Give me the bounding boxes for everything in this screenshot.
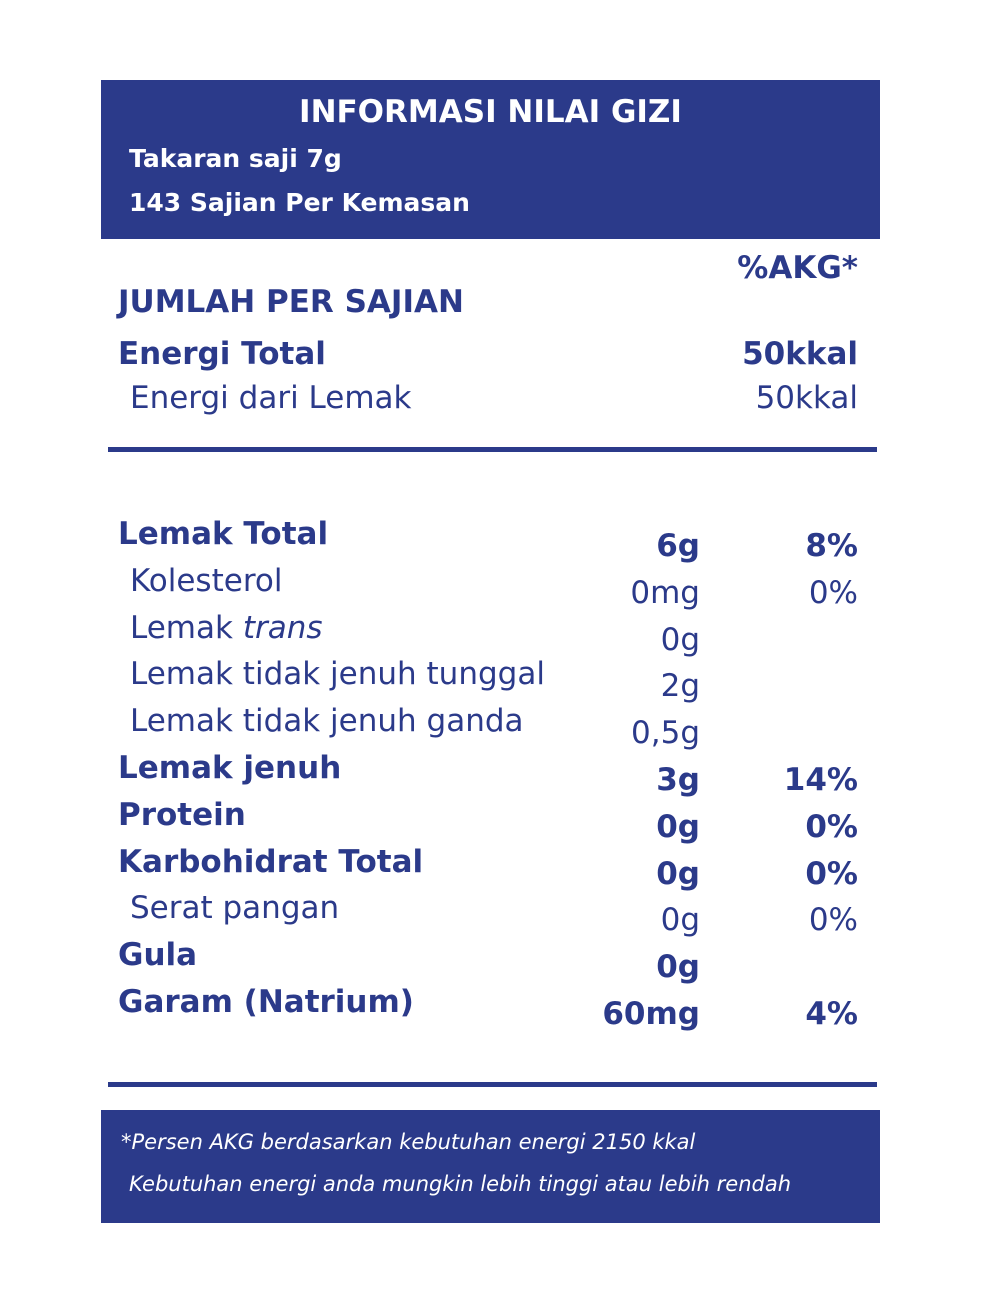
nutrient-amount: 2g — [660, 668, 700, 705]
header-box — [101, 80, 880, 239]
nutrient-name-text: Gula — [118, 937, 198, 974]
nutrient-akg: 0% — [805, 808, 858, 845]
nutrient-name-italic: trans — [242, 609, 323, 646]
divider-top — [108, 447, 877, 452]
nutrient-amount: 0g — [656, 855, 700, 892]
nutrient-name-text: Lemak — [130, 609, 243, 646]
nutrient-amount: 60mg — [602, 996, 700, 1032]
nutrient-row — [0, 563, 984, 609]
nutrient-amount: 0g — [660, 902, 700, 939]
nutrient-name — [130, 610, 323, 646]
nutrient-row — [0, 610, 984, 656]
nutrient-row — [0, 516, 984, 562]
nutrient-name-text: Lemak Total — [118, 516, 329, 552]
nutrient-amount: 6g — [656, 528, 700, 564]
nutrient-name-text: Lemak tidak jenuh ganda — [130, 703, 524, 740]
nutrient-amount: 0g — [660, 621, 700, 658]
nutrient-amount: 0g — [656, 808, 700, 845]
footer-box — [101, 1110, 880, 1223]
nutrient-name-text: Protein — [118, 796, 246, 833]
energy-fat-value: 50kkal — [755, 380, 858, 416]
nutrient-name-text: Kolesterol — [130, 562, 283, 599]
nutrient-name-text: Lemak tidak jenuh tunggal — [130, 656, 545, 693]
energy-fat-label: Energi dari Lemak — [130, 380, 412, 416]
nutrient-row — [0, 750, 984, 796]
divider-bottom — [108, 1082, 877, 1087]
nutrient-akg: 8% — [805, 528, 858, 564]
nutrient-name — [118, 797, 246, 833]
nutrient-name — [130, 656, 545, 692]
nutrient-name — [130, 890, 339, 926]
nutrient-row — [0, 984, 984, 1030]
servings-per-pack: 143 Sajian Per Kemasan — [129, 188, 470, 217]
serving-size: Takaran saji 7g — [129, 144, 342, 173]
nutrient-amount: 0mg — [630, 574, 700, 611]
nutrient-name-text: Lemak jenuh — [118, 750, 342, 786]
nutrient-name-text: Serat pangan — [130, 890, 340, 927]
nutrient-name — [118, 516, 328, 552]
nutrient-name — [118, 984, 414, 1020]
nutrient-row — [0, 890, 984, 939]
footer-note-1: *Persen AKG berdasarkan kebutuhan energi 2150 kkal — [121, 1130, 696, 1154]
nutrient-row — [0, 703, 984, 752]
nutrient-akg: 14% — [783, 762, 858, 798]
nutrient-name — [118, 750, 341, 786]
nutrient-row — [0, 844, 984, 890]
nutrient-akg: 0% — [808, 902, 858, 939]
energy-total-value: 50kkal — [742, 336, 858, 372]
nutrient-akg: 0% — [805, 855, 858, 892]
nutrient-amount: 0,5g — [631, 715, 700, 752]
nutrient-amount: 3g — [656, 762, 700, 798]
label-title: INFORMASI NILAI GIZI — [299, 94, 682, 130]
nutrient-name — [130, 703, 524, 739]
nutrient-amount: 0g — [656, 949, 700, 986]
akg-column-header: %AKG* — [737, 250, 858, 286]
nutrient-row — [0, 656, 984, 705]
nutrient-name — [130, 563, 282, 599]
nutrient-name-text: Garam (Natrium) — [118, 984, 414, 1020]
energy-total-label: Energi Total — [118, 336, 326, 372]
nutrient-row — [0, 937, 984, 986]
nutrient-name — [118, 937, 197, 973]
nutrient-akg: 4% — [805, 996, 858, 1032]
nutrient-akg: 0% — [808, 574, 858, 611]
nutrient-name-text: Karbohidrat Total — [118, 843, 424, 880]
nutrient-row — [0, 797, 984, 843]
per-serving-heading: JUMLAH PER SAJIAN — [118, 284, 464, 320]
footer-note-2: Kebutuhan energi anda mungkin lebih tinggi atau lebih rendah — [129, 1172, 792, 1196]
nutrient-name — [118, 844, 423, 880]
